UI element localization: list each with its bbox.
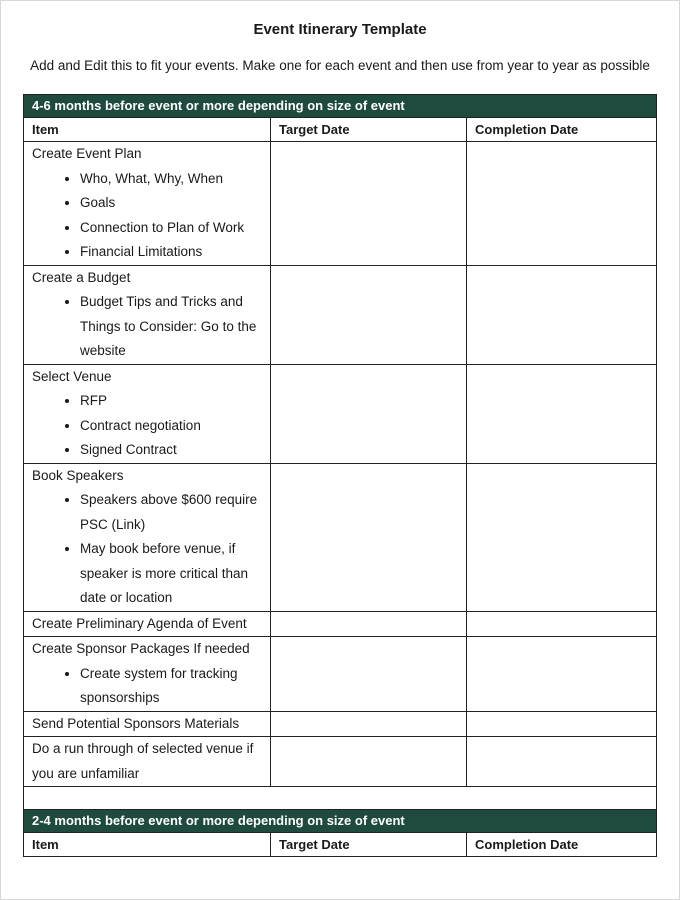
target-date-cell[interactable] [271, 737, 467, 787]
table-row [24, 711, 657, 737]
completion-date-cell[interactable] [467, 463, 657, 611]
item-cell [24, 711, 271, 737]
target-date-cell[interactable] [271, 364, 467, 463]
target-date-cell[interactable] [271, 637, 467, 712]
bullet-item: • Create system for tracking sponsorships [80, 662, 270, 711]
section-spacer-row [24, 787, 657, 810]
completion-date-cell[interactable] [467, 637, 657, 712]
completion-date-cell[interactable] [467, 611, 657, 637]
target-date-cell[interactable] [271, 265, 467, 364]
table-row [24, 737, 657, 787]
section-header-row [24, 95, 657, 118]
completion-date-cell[interactable] [467, 711, 657, 737]
column-header-completion-date: Completion Date [467, 118, 657, 142]
item-cell [24, 737, 271, 787]
item-label: Create Sponsor Packages If needed [32, 641, 250, 656]
table-row [24, 142, 657, 266]
table-row [24, 637, 657, 712]
item-bullets [32, 167, 270, 265]
spacer-cell [24, 787, 657, 810]
item-cell [24, 142, 271, 266]
item-label: Create Event Plan [32, 146, 142, 161]
bullet-item: • May book before venue, if speaker is more critical than date or location [80, 537, 270, 611]
column-header-target-date: Target Date [271, 118, 467, 142]
bullet-item: • RFP [80, 389, 270, 414]
document-title: Event Itinerary Template [253, 21, 427, 38]
table-row [24, 265, 657, 364]
target-date-cell[interactable] [271, 611, 467, 637]
item-cell [24, 611, 271, 637]
bullet-item: • Who, What, Why, When [80, 167, 270, 192]
completion-date-cell[interactable] [467, 737, 657, 787]
column-header-item: Item [24, 833, 271, 857]
bullet-item: • Budget Tips and Tricks and Things to Consider: Go to the website [80, 290, 270, 364]
item-bullets [32, 389, 270, 463]
completion-date-cell[interactable] [467, 364, 657, 463]
document-subtitle: Add and Edit this to fit your events. Make one for each event and then use from year to year as possible [30, 58, 650, 73]
column-header-item: Item [24, 118, 271, 142]
section-heading: 4-6 months before event or more depending on size of event [24, 95, 657, 118]
item-cell [24, 265, 271, 364]
bullet-item: • Connection to Plan of Work [80, 216, 270, 241]
column-header-target-date: Target Date [271, 833, 467, 857]
column-header-completion-date: Completion Date [467, 833, 657, 857]
item-cell [24, 463, 271, 611]
column-header-row [24, 833, 657, 857]
bullet-item: • Goals [80, 191, 270, 216]
item-label: Send Potential Sponsors Materials [32, 715, 240, 731]
completion-date-cell[interactable] [467, 265, 657, 364]
target-date-cell[interactable] [271, 711, 467, 737]
target-date-cell[interactable] [271, 463, 467, 611]
item-bullets [32, 662, 270, 711]
completion-date-cell[interactable] [467, 142, 657, 266]
item-bullets [32, 290, 270, 364]
item-label: Create Preliminary Agenda of Event [32, 615, 247, 631]
item-label: Select Venue [32, 368, 112, 384]
table-row [24, 611, 657, 637]
bullet-item: • Speakers above $600 require PSC (Link) [80, 488, 270, 537]
item-cell [24, 637, 271, 712]
item-label: Book Speakers [32, 467, 124, 483]
bullet-item: • Contract negotiation [80, 414, 270, 439]
itinerary-table [23, 94, 657, 857]
item-bullets [32, 488, 270, 611]
section-header-row [24, 810, 657, 833]
bullet-item: • Signed Contract [80, 438, 270, 463]
bullet-item: • Financial Limitations [80, 240, 270, 265]
item-label: Do a run through of selected venue if you are unfamiliar [32, 741, 254, 781]
item-cell [24, 364, 271, 463]
table-row [24, 364, 657, 463]
column-header-row [24, 118, 657, 142]
item-label: Create a Budget [32, 269, 131, 285]
section-heading: 2-4 months before event or more depending on size of event [24, 810, 657, 833]
table-row [24, 463, 657, 611]
target-date-cell[interactable] [271, 142, 467, 266]
